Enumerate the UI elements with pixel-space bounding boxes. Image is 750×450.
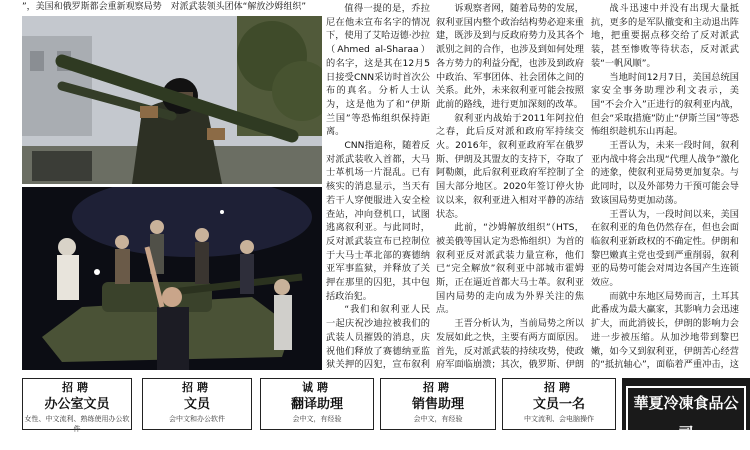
ad-role: 文员 bbox=[183, 397, 210, 412]
photo-night-crowd-tank bbox=[22, 187, 322, 370]
paragraph: 王晋认为，未来一段时间，叙利亚内战中将会出现“代理人战争”激化的迹象，使叙利亚局势更加复杂。与此同时，以及外部势力干预可能会导致该国局势更加动荡。 bbox=[591, 140, 739, 206]
paragraph: 王晋分析认为，当前局势之所以发展如此之快，主要有两方面原因。首先，反对派武装的持续攻势，使政府军面临崩溃；其次，俄罗斯、伊朗 bbox=[436, 318, 584, 371]
ad-requirements: 会中文和办公软件 bbox=[169, 415, 225, 423]
ad-kind: 招聘 bbox=[423, 381, 453, 394]
ad-requirements: 中文流利、会电脑操作 bbox=[524, 415, 594, 423]
job-ad-office-clerk bbox=[22, 378, 132, 433]
photo-fighter-illustration bbox=[22, 16, 322, 184]
ad-kind: 招聘 bbox=[182, 381, 212, 394]
job-ad-clerk bbox=[142, 378, 252, 430]
paragraph: 值得一提的是，乔拉尼在他未宣布名字的情况下，使用了艾哈迈德·沙拉（Ahmed al-Sharaa）的名字，这是其在12月5日接受CNN采访时首次公布的真名。分析人士认为，这是他为了和“伊斯兰国”等恐怖组织保持距离。 bbox=[326, 3, 430, 138]
article-column-2 bbox=[436, 2, 584, 372]
paragraph: 此前，“沙姆解放组织”（HTS，被美俄等国认定为恐怖组织）为首的叙利亚反对派武装力量宣称，他们已“完全解放”叙利亚中部城市霍姆斯，正在逼近首都大马士革。叙利亚国内局势的走向成为外界关注的焦点。 bbox=[436, 222, 584, 316]
article-column-1 bbox=[326, 2, 430, 372]
job-ad-translation-assistant bbox=[260, 378, 374, 430]
ad-kind: 招聘 bbox=[62, 381, 92, 394]
company-ad bbox=[622, 378, 750, 442]
paragraph: 战斗迅速中并没有出现大量抵抗，更多的是军队撤变和主动退出阵地，把重要据点移交给了反对派武装，甚至惨败等待状态，反对派武装“一帆风顺”。 bbox=[591, 3, 739, 69]
paragraph: 王晋认为，一段时间以来，美国在叙利亚的角色仍然存在，但也会面临叙利亚新政权的不确定性。伊朗和黎巴嫩真主党也受到严重削弱，叙利亚的局势可能会对周边各国产生连锁效应。 bbox=[591, 208, 739, 289]
ad-requirements: 会中文，有经验 bbox=[292, 415, 342, 423]
paragraph: 叙利亚内战始于2011年阿拉伯之春，此后反对派和政府军持续交火。2016年，叙利亚政府军在俄罗斯、伊朗及其盟友的支持下，夺取了阿勒颇，此后叙利亚政府军控制了全国大部分地区。2020年签订停火协议以来，叙利亚进入相对平静的冻结状态。 bbox=[436, 112, 584, 220]
classified-ads-row bbox=[22, 378, 750, 442]
article-column-3 bbox=[591, 2, 739, 372]
ad-role: 翻译助理 bbox=[290, 397, 343, 412]
ad-requirements: 会中文，有经验 bbox=[413, 415, 463, 423]
company-name: 華夏冷凍食品公司 bbox=[626, 386, 746, 450]
top-text-strip: ”，美国和俄罗斯都会重新观察局势 对派武装领头团体“解放沙姆组织” bbox=[22, 2, 306, 12]
ad-kind: 招聘 bbox=[544, 381, 574, 394]
job-ad-one-clerk bbox=[502, 378, 616, 430]
photo-crowd-illustration bbox=[22, 187, 322, 370]
paragraph: 诉观察者网，随着局势的发展，叙利亚国内整个政治结构势必迎来重建，既涉及到与反政府势力及其各个派别之间的合作，也涉及到如何处理各方势力的利益分配，也涉及到政府中政治、军事团体、社会团体之间的关系。此外，未来叙利亚可能会按照此前的路线，进行更加深刻的改革。 bbox=[436, 3, 584, 110]
ad-role: 销售助理 bbox=[411, 397, 464, 412]
photo-fighter-with-launcher bbox=[22, 16, 322, 184]
ad-kind: 诚聘 bbox=[302, 381, 332, 394]
paragraph: “我们和叙利亚人民一起庆祝沙迪拉被我们的武装人员摧毁的消息，庆祝他们释放了赛德纳亚监狱关押的囚犯，宣布叙利 bbox=[326, 304, 430, 371]
ad-role: 办公室文员 bbox=[44, 397, 110, 412]
ad-requirements: 女性、中文流利、熟练使用办公软件 bbox=[24, 415, 130, 433]
job-ad-sales-assistant bbox=[380, 378, 496, 430]
paragraph: 而就中东地区局势而言，土耳其此番成为最大赢家，其影响力会迅速扩大，而此消彼长，伊朗的影响力会进一步被压缩。从加沙地带到黎巴嫩，如今又到叙利亚，伊朗苦心经营的“抵抗轴心”，面临着严重冲击，这 bbox=[591, 290, 739, 371]
paragraph: 当地时间12月7日，美国总统国家安全事务助理沙利文表示，美国“不会介入”正进行的叙利亚内战，但会“采取措施”防止“伊斯兰国”等恐怖组织趁机东山再起。 bbox=[591, 71, 739, 138]
paragraph: CNN指追称，随着反对派武装收入首都，大马士革机场一片混乱。已有核实的消息显示，当天有若干人穿便服进入安全检查站，冲向登机口，试图逃离叙利亚。与此同时，反对派武装宣布已控制位于大马士革北部的赛德纳亚军事监狱，并释放了关押在那里的囚犯，其中包括政治犯。 bbox=[326, 140, 430, 302]
ad-role: 文员一名 bbox=[532, 397, 585, 412]
